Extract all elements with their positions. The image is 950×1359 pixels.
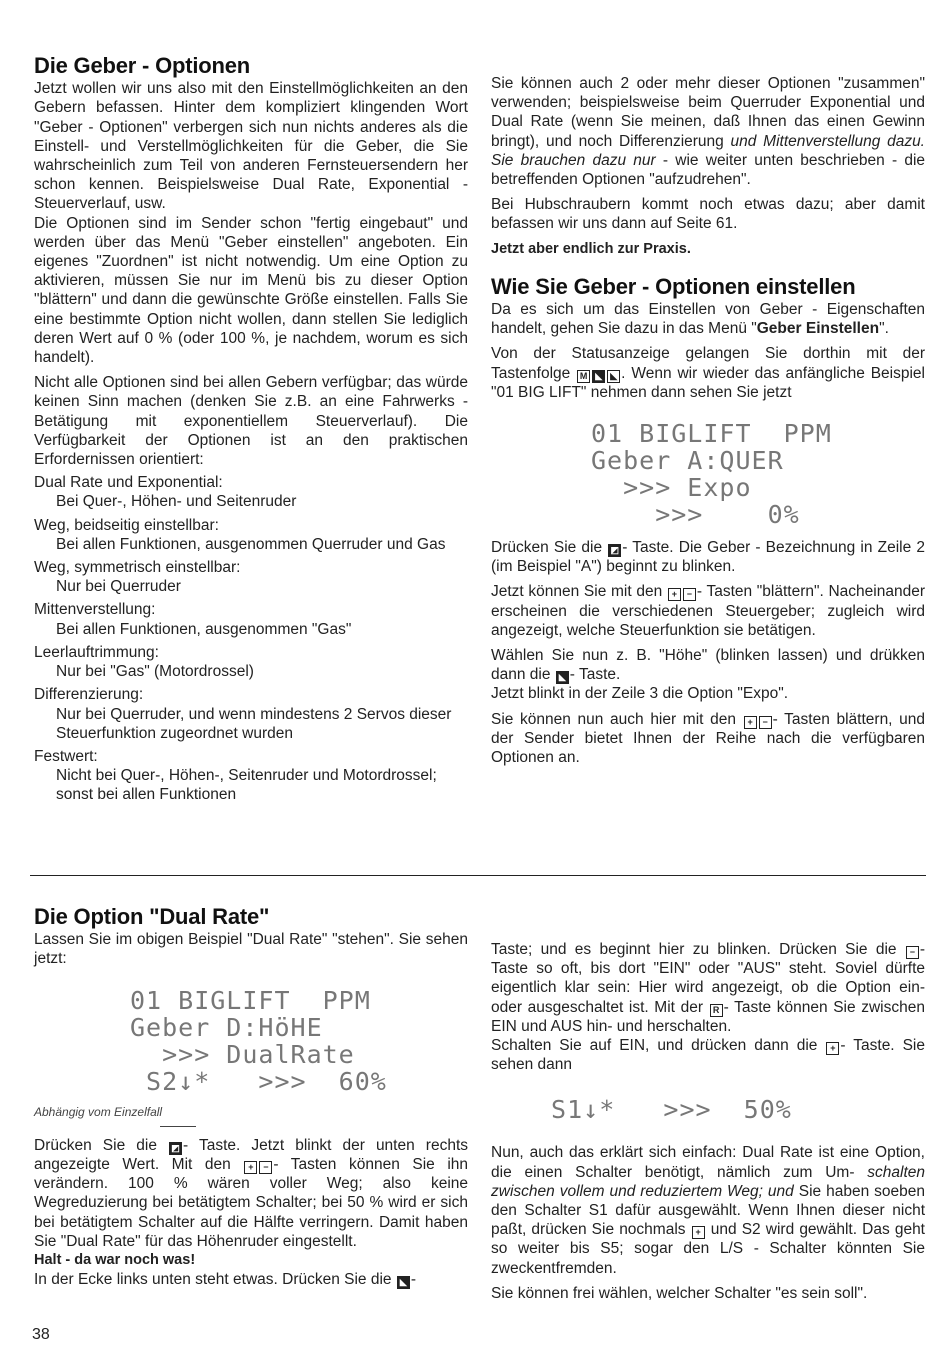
- section-dual-rate-continued: [491, 940, 925, 1309]
- minus-key-icon: −: [683, 588, 696, 601]
- lcd-line: S2↓* >>> 60%: [130, 1066, 387, 1096]
- plus-key-icon: +: [668, 588, 681, 601]
- paragraph: Lassen Sie im obigen Beispiel "Dual Rate" "stehen". Sie sehen jetzt:: [34, 931, 468, 968]
- section-divider: [30, 875, 926, 876]
- option-item: [34, 685, 468, 743]
- caption-pointer-line: [160, 1126, 196, 1127]
- paragraph: Die Optionen sind im Sender schon "fertig eingebaut" und werden über das Menü "Geber einstellen" angeboten. Ein eigenes "Zuordnen" ist nicht notwendig. Um eine Option zu aktivieren, müssen Sie nur im Menü bis zu dieser Option "blättern" und dann die gewünschte Größe einstellen. Falls Sie eine bestimmte Option nicht wollen, dann stellen Sie lediglich deren Wert auf 0 % (oder 100 %, je nachdem, worum es sich handelt).: [34, 214, 468, 367]
- lcd-line: >>> DualRate: [130, 1039, 355, 1069]
- option-list: [34, 473, 468, 804]
- option-name: Dual Rate und Exponential:: [34, 474, 223, 492]
- option-name: Weg, beidseitig einstellbar:: [34, 516, 219, 534]
- paragraph: Jetzt blinkt in der Zeile 3 die Option "Expo".: [491, 685, 789, 703]
- option-name: Differenzierung:: [34, 686, 144, 704]
- paragraph: Jetzt wollen wir uns also mit den Einstellmöglichkeiten an den Gebern befassen. Hinter dem kompliziert klingenden Wort "Geber - Optionen" verbergen sich nun nichts anderes als die Einstell- und Verstellmöglichkeiten für die Geber, die Sie wahrscheinlich zum Teil von anderen Fernsteuersendern her schon kennen. Beispielsweise Dual Rate, Exponential - Steuerverlauf, usw.: [34, 80, 468, 213]
- option-name: Leerlauftrimmung:: [34, 643, 159, 661]
- paragraph: Taste; und es beginnt hier zu blinken. Drücken Sie die − - Taste so oft, bis dort "EIN" oder "AUS" steht. Soviel dürfte eigentlich klar sein: Hier wird angezeigt, ob die Option ein- oder ausgeschaltet ist. Mit der R - Taste können Sie zwischen EIN und AUS hin- und herschalten.: [491, 941, 925, 1035]
- option-name: Festwert:: [34, 747, 98, 765]
- lcd-line: >>> Expo: [591, 473, 752, 503]
- section-title: Die Geber - Optionen: [34, 53, 251, 78]
- paragraph: Sie können nun auch hier mit den + − - Tasten blättern, und der Sender bietet Ihnen der Reihe nach die verfügbaren Optionen an.: [491, 710, 925, 767]
- paragraph: Schalten Sie auf EIN, und drücken dann die + - Taste. Sie sehen dann: [491, 1037, 925, 1074]
- plus-key-icon: +: [744, 716, 757, 729]
- option-desc: Nur bei "Gas" (Motordrossel): [56, 663, 254, 681]
- option-desc: Nicht bei Quer-, Höhen-, Seitenruder und Motordrossel; sonst bei allen Funktionen: [56, 767, 437, 804]
- figure-caption: Abhängig vom Einzelfall: [34, 1104, 163, 1119]
- section-title: Wie Sie Geber - Optionen einstellen: [491, 273, 856, 299]
- minus-key-icon: −: [759, 716, 772, 729]
- option-name: Weg, symmetrisch einstellbar:: [34, 559, 241, 577]
- lcd-line: Geber A:QUER: [591, 446, 784, 476]
- minus-key-icon: −: [259, 1161, 272, 1174]
- page-number: 38: [32, 1326, 50, 1343]
- m-key-icon: M: [577, 370, 590, 383]
- option-desc: Bei allen Funktionen, ausgenommen "Gas": [56, 620, 352, 638]
- plus-key-icon: +: [244, 1161, 257, 1174]
- option-name: Mittenverstellung:: [34, 601, 156, 619]
- lcd-line: >>> 0%: [591, 500, 800, 530]
- option-desc: Nur bei Querruder: [56, 578, 181, 596]
- paragraph: Drücken Sie die ◩ - Taste. Jetzt blinkt der unten rechts angezeigte Wert. Mit den + − - Tasten können Sie ihn verändern. 100 % wären voller Weg; also keine Wegreduzierung bei betätigtem Schalter; bei 50 % wird er sich bei betätigtem Schalter auf die Hälfte verringern. Damit haben Sie "Dual Rate" für das Höhenruder eingestellt.: [34, 1136, 469, 1250]
- option-item: [34, 747, 468, 805]
- enter-key-icon: ◣: [607, 370, 620, 383]
- paragraph: Wählen Sie nun z. B. "Höhe" (blinken lassen) und drükken dann die ◣ - Taste.: [491, 647, 925, 684]
- lcd-line: 01 BIGLIFT PPM: [130, 985, 371, 1015]
- paragraph: Drücken Sie die ◩ - Taste. Die Geber - Bezeichnung in Zeile 2 (im Beispiel "A") beginnt zu blinken.: [491, 539, 925, 576]
- minus-key-icon: −: [906, 946, 919, 959]
- option-item: [34, 643, 468, 681]
- lcd-line: Geber D:HöHE: [130, 1012, 323, 1042]
- r-key-icon: R: [710, 1004, 723, 1017]
- section-dual-rate: [34, 904, 469, 1289]
- option-item: [34, 600, 468, 638]
- paragraph: Nicht alle Optionen sind bei allen Gebern verfügbar; das würde keinen Sinn machen (denken Sie z.B. an eine Fahrwerks - Betätigung mit exponentiellem Steuerverlauf). Die Verfügbarkeit der Optionen ist an den praktischen Erfordernissen orientiert:: [34, 374, 468, 469]
- lcd-line: S1↓* >>> 50%: [535, 1095, 792, 1125]
- enter-key-icon: ◣: [556, 671, 569, 684]
- lcd-line: 01 BIGLIFT PPM: [591, 419, 832, 449]
- paragraph: Sie können auch 2 oder mehr dieser Optionen "zusammen" verwenden; beispielsweise beim Querruder Exponential und Dual Rate (wenn Sie meinen, daß Ihnen das einen Gewinn bringt), und noch Differenzierung und Mittenverstellung dazu. Sie brauchen dazu nur - wie weiter unten beschrieben - die betreffenden Optionen "aufzudrehen".: [491, 75, 926, 189]
- paragraph-halt: Halt - da war noch was!: [34, 1252, 196, 1269]
- option-item: [34, 473, 468, 511]
- plus-key-icon: +: [692, 1226, 705, 1239]
- option-desc: Nur bei Querruder, und wenn mindestens 2 Servos dieser Steuerfunktion zugeordnet wurden: [56, 705, 452, 742]
- section-geber-optionen-continued: [491, 74, 925, 773]
- paragraph: In der Ecke links unten steht etwas. Drücken Sie die ◣ -: [34, 1271, 417, 1289]
- paragraph: Sie können frei wählen, welcher Schalter "es sein soll".: [491, 1284, 868, 1302]
- paragraph: Bei Hubschraubern kommt noch etwas dazu; aber damit befassen wir uns dann auf Seite 61.: [491, 196, 925, 233]
- section-title: Die Option "Dual Rate": [34, 904, 270, 929]
- section-geber-optionen: [34, 53, 468, 805]
- plus-key-icon: +: [826, 1042, 839, 1055]
- paragraph-praxis: Jetzt aber endlich zur Praxis.: [491, 240, 691, 257]
- option-item: [34, 516, 468, 554]
- enter-key-icon: ◣: [397, 1276, 410, 1289]
- option-desc: Bei allen Funktionen, ausgenommen Querruder und Gas: [56, 535, 446, 553]
- option-desc: Bei Quer-, Höhen- und Seitenruder: [56, 493, 297, 511]
- lcd-display: [591, 420, 925, 528]
- paragraph: Von der Statusanzeige gelangen Sie dorthin mit der Tastenfolge M ◣ ◣ . Wenn wir wieder das anfängliche Beispiel "01 BIG LIFT" nehmen dann sehen Sie jetzt: [491, 345, 925, 401]
- enter-key-icon: ◣: [592, 370, 605, 383]
- lcd-display: [130, 987, 468, 1095]
- option-item: [34, 558, 468, 596]
- paragraph: Jetzt können Sie mit den + − - Tasten "blättern". Nacheinander erscheinen die verschiedenen Steuergeber; zugleich wird angezeigt, welche Steuerfunktion sie betätigen.: [491, 583, 925, 639]
- edit-key-icon: ◩: [169, 1142, 182, 1155]
- edit-key-icon: ◩: [608, 544, 621, 557]
- paragraph: Da es sich um das Einstellen von Geber - Eigenschaften handelt, gehen Sie dazu in das Menü "Geber Einstellen".: [491, 301, 925, 338]
- paragraph: Nun, auch das erklärt sich einfach: Dual Rate ist eine Option, die einen Schalter benötigt, nämlich zum Um- schalten zwischen vollem und reduziertem Weg; und Sie haben soeben den Schalter S1 dafür ausgewählt. Wenn Ihnen dieser nicht paßt, drücken Sie nochmals + und S2 wird gewählt. Das geht so weiter bis S5; sogar den L/S - Schalter könnten Sie zweckentfremden.: [491, 1144, 926, 1277]
